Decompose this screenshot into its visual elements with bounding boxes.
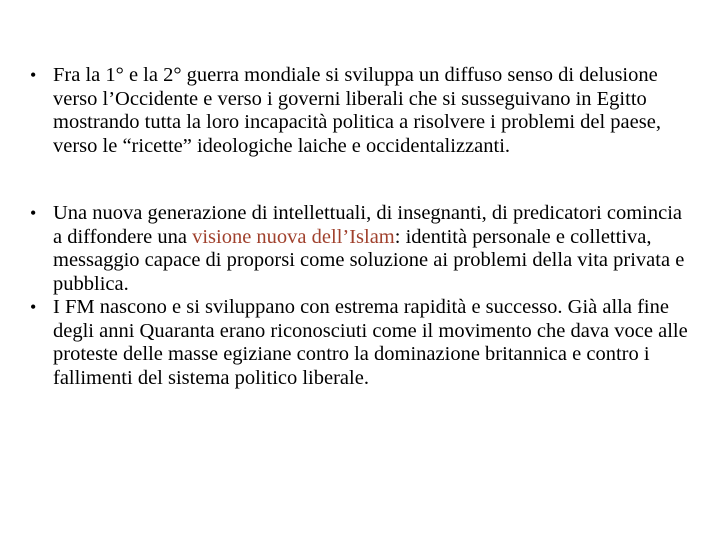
bullet-item-3 <box>30 296 690 390</box>
bullet-list <box>30 64 690 390</box>
bullet-text-1: Fra la 1° e la 2° guerra mondiale si sviluppa un diffuso senso di delusione verso l’Occidente e verso i governi liberali che si susseguivano in Egitto mostrando tutta la loro incapacità politica a risolvere i problemi del paese, verso le “ricette” ideologiche laiche e occidentalizzanti. <box>53 64 661 157</box>
bullet-text-2-before: Una nuova generazione di intellettuali, di insegnanti, di predicatori comincia a diffondere una <box>53 202 683 248</box>
bullet-text-3: I FM nascono e si sviluppano con estrema rapidità e successo. Già alla fine degli anni Quaranta erano riconosciuti come il movimento che dava voce alle proteste delle masse egiziane contro la dominazione britannica e contro i fallimenti del sistema politico liberale. <box>53 296 688 389</box>
bullet-text-2-after: : identità personale e collettiva, messaggio capace di proporsi come soluzione ai problemi della vita privata e pubblica. <box>53 225 685 295</box>
bullet-item-1 <box>30 64 690 158</box>
bullet-dot-icon: • <box>30 297 37 317</box>
highlighted-phrase: visione nuova dell’Islam <box>192 225 395 248</box>
bullet-item-2 <box>30 202 690 296</box>
bullet-dot-icon: • <box>30 203 37 223</box>
bullet-dot-icon: • <box>30 65 37 85</box>
